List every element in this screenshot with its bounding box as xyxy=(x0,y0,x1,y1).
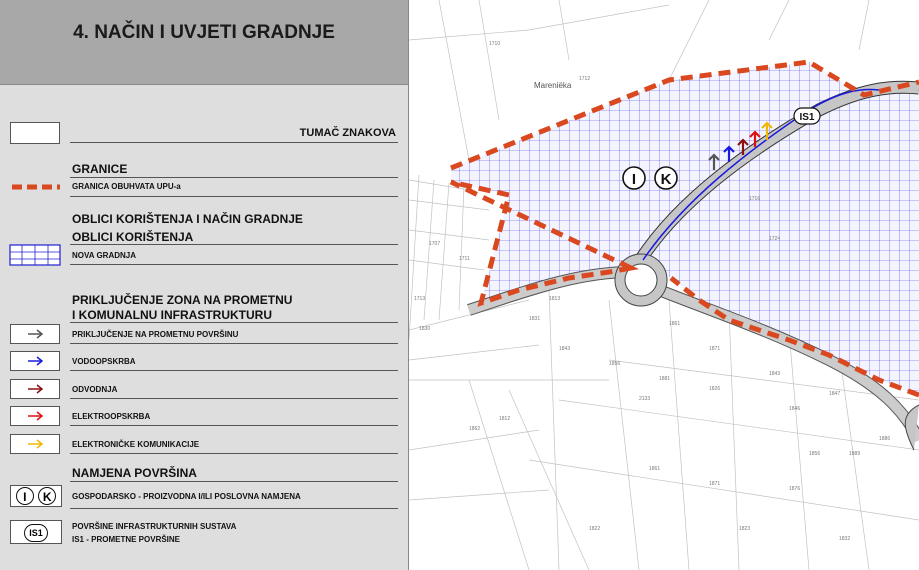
svg-text:1856: 1856 xyxy=(609,361,621,367)
svg-text:1843: 1843 xyxy=(769,371,781,377)
connection-item-rule-3 xyxy=(70,398,398,399)
drainage-label: ODVODNJA xyxy=(72,385,118,394)
legend-title-box xyxy=(0,0,408,85)
map-zone-k: K xyxy=(660,171,672,188)
infrastructure-label-2: IS1 - PROMETNE POVRŠINE xyxy=(72,535,181,544)
svg-text:1889: 1889 xyxy=(849,451,861,457)
connection-item-rule-5 xyxy=(70,453,398,454)
svg-text:1876: 1876 xyxy=(789,486,801,492)
new-construction-symbol xyxy=(9,244,61,266)
water-supply-label: VODOOPSKRBA xyxy=(72,357,136,366)
svg-text:1707: 1707 xyxy=(429,241,441,247)
industrial-zone-symbol xyxy=(10,485,62,507)
legend-title: 4. NAČIN I UVJETI GRADNJE xyxy=(73,22,335,43)
connection-item-rule-2 xyxy=(70,370,398,371)
svg-text:1856: 1856 xyxy=(809,451,821,457)
map-zone-i: I xyxy=(631,171,637,188)
svg-text:1713: 1713 xyxy=(414,296,426,302)
svg-text:1812: 1812 xyxy=(499,416,511,422)
purpose-rule xyxy=(70,481,398,482)
svg-text:1830: 1830 xyxy=(419,326,431,332)
svg-text:1826: 1826 xyxy=(709,386,721,392)
telecom-label: ELEKTRONIČKE KOMUNIKACIJE xyxy=(72,440,200,449)
connections-rule xyxy=(70,322,398,323)
svg-text:1871: 1871 xyxy=(709,346,721,352)
svg-text:1711: 1711 xyxy=(459,256,470,262)
purpose-heading: NAMJENA POVRŠINA xyxy=(72,466,197,480)
zone-k-icon: K xyxy=(38,487,56,505)
water-supply-symbol xyxy=(10,351,60,371)
boundaries-rule xyxy=(70,177,398,178)
yellow-arrow-icon xyxy=(11,435,59,453)
traffic-connection-label: PRIKLJUČENJE NA PROMETNU POVRŠINU xyxy=(72,330,239,339)
svg-text:1724: 1724 xyxy=(769,236,781,242)
connections-heading-2: I KOMUNALNU INFRASTRUKTURU xyxy=(72,308,272,322)
svg-text:1861: 1861 xyxy=(669,321,681,327)
drainage-symbol xyxy=(10,379,60,399)
svg-text:1832: 1832 xyxy=(839,536,851,542)
legend-panel xyxy=(0,0,409,570)
svg-text:1831: 1831 xyxy=(529,316,541,322)
svg-text:1862: 1862 xyxy=(469,426,481,432)
svg-text:1847: 1847 xyxy=(829,391,841,397)
usage-rule xyxy=(70,244,398,245)
infrastructure-label-1: POVRŠINE INFRASTRUKTURNIH SUSTAVA xyxy=(72,522,237,531)
svg-text:1823: 1823 xyxy=(739,526,751,532)
telecom-symbol xyxy=(10,434,60,454)
place-name: Mareniëka xyxy=(534,81,572,90)
zone-i-icon: I xyxy=(16,487,34,505)
svg-text:1881: 1881 xyxy=(659,376,671,382)
svg-text:1710: 1710 xyxy=(489,41,501,47)
connection-item-rule-1 xyxy=(70,343,398,344)
usage-item-rule xyxy=(70,264,398,265)
blank-key-symbol xyxy=(10,122,60,144)
key-rule xyxy=(70,142,398,143)
boundaries-heading: GRANICE xyxy=(72,162,128,176)
industrial-zone-label: GOSPODARSKO - PROIZVODNA I/ILI POSLOVNA NAMJENA xyxy=(72,492,301,501)
svg-text:1861: 1861 xyxy=(649,466,661,472)
svg-text:1712: 1712 xyxy=(579,76,591,82)
usage-heading-1: OBLICI KORIŠTENJA I NAČIN GRADNJE xyxy=(72,212,303,226)
svg-text:1886: 1886 xyxy=(879,436,891,442)
svg-text:2133: 2133 xyxy=(639,396,651,402)
svg-text:1813: 1813 xyxy=(549,296,561,302)
boundary-line-symbol xyxy=(10,180,62,194)
traffic-connection-symbol xyxy=(10,324,60,344)
key-heading: TUMAČ ZNAKOVA xyxy=(299,127,396,139)
usage-heading-2: OBLICI KORIŠTENJA xyxy=(72,230,194,244)
darkred-arrow-icon xyxy=(11,380,59,398)
boundary-label: GRANICA OBUHVATA UPU-a xyxy=(72,182,181,191)
svg-text:1822: 1822 xyxy=(589,526,601,532)
purpose-item-rule xyxy=(70,508,398,509)
svg-text:1871: 1871 xyxy=(709,481,721,487)
map-is1: IS1 xyxy=(799,112,815,123)
gray-arrow-icon xyxy=(11,325,59,343)
is1-icon: IS1 xyxy=(24,524,48,542)
svg-text:1846: 1846 xyxy=(789,406,801,412)
infrastructure-symbol xyxy=(10,520,62,544)
connections-heading-1: PRIKLJUČENJE ZONA NA PROMETNU xyxy=(72,293,293,307)
connection-item-rule-4 xyxy=(70,425,398,426)
svg-text:1843: 1843 xyxy=(559,346,571,352)
power-supply-label: ELEKTROOPSKRBA xyxy=(72,412,151,421)
svg-text:1716: 1716 xyxy=(749,196,761,202)
blue-arrow-icon xyxy=(11,352,59,370)
red-arrow-icon xyxy=(11,407,59,425)
new-construction-label: NOVA GRADNJA xyxy=(72,251,137,260)
power-supply-symbol xyxy=(10,406,60,426)
plan-map[interactable] xyxy=(409,0,919,570)
boundary-item-rule xyxy=(70,196,398,197)
